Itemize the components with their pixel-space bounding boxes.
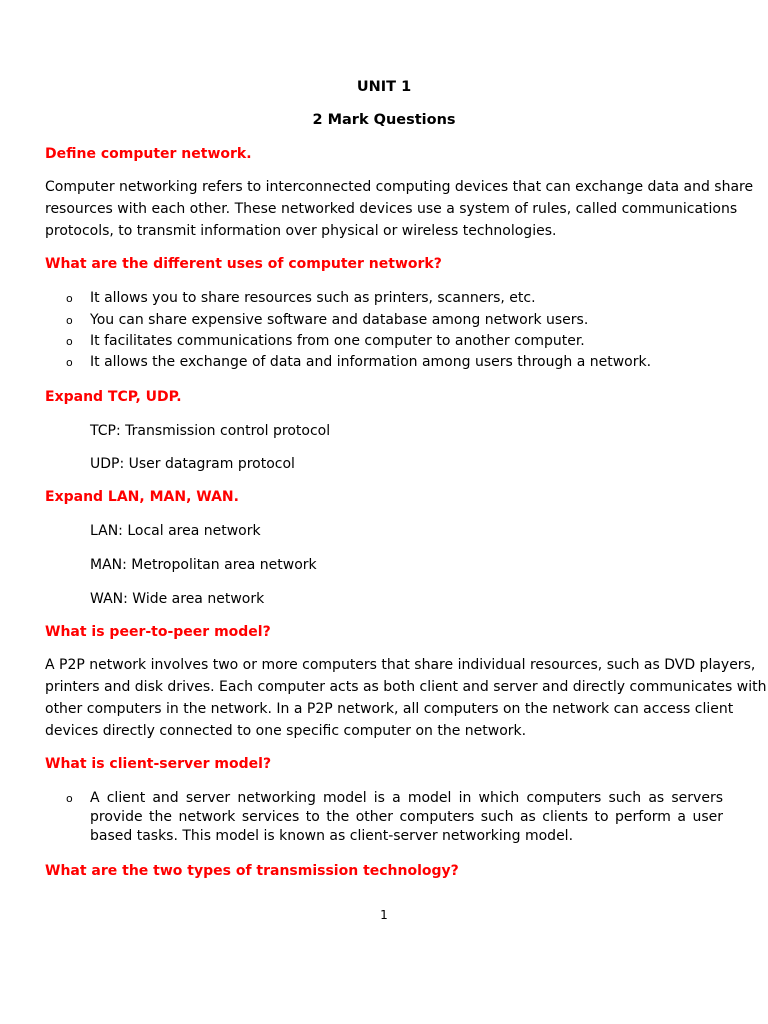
definition-man: MAN: Metropolitan area network [90, 557, 317, 573]
bullet-marker: o [66, 792, 73, 805]
answer-line: protocols, to transmit information over physical or wireless technologies. [45, 223, 557, 239]
bullet-marker: o [66, 314, 73, 327]
bullet-marker: o [66, 335, 73, 348]
answer-line: other computers in the network. In a P2P network, all computers on the network can access client [45, 701, 734, 717]
answer-line: resources with each other. These networked devices use a system of rules, called communications [45, 201, 738, 217]
list-item: It facilitates communications from one computer to another computer. [90, 333, 585, 349]
answer-line: devices directly connected to one specific computer on the network. [45, 723, 527, 739]
definition-udp: UDP: User datagram protocol [90, 456, 295, 472]
bullet-marker: o [66, 292, 73, 305]
answer-line: printers and disk drives. Each computer acts as both client and server and directly communicates with [45, 679, 767, 695]
answer-line: Computer networking refers to interconnected computing devices that can exchange data and share [45, 179, 754, 195]
unit-heading: UNIT 1 [356, 79, 412, 95]
question-expand-tcp-udp: Expand TCP, UDP. [45, 389, 182, 405]
question-peer-to-peer: What is peer-to-peer model? [45, 624, 271, 640]
question-expand-lan-man-wan: Expand LAN, MAN, WAN. [45, 489, 239, 505]
definition-wan: WAN: Wide area network [90, 591, 265, 607]
list-item: It allows you to share resources such as printers, scanners, etc. [90, 290, 536, 306]
question-transmission-technology: What are the two types of transmission technology? [45, 863, 459, 879]
list-item: You can share expensive software and database among network users. [90, 312, 589, 328]
list-item: It allows the exchange of data and information among users through a network. [90, 354, 652, 370]
bullet-marker: o [66, 356, 73, 369]
definition-lan: LAN: Local area network [90, 523, 261, 539]
answer-line: A P2P network involves two or more computers that share individual resources, such as DVD players, [45, 657, 756, 673]
list-item: A client and server networking model is a model in which computers such as servers provide the network services to the other computers such as clients to perform a user based tasks. This model is known as client-server networking model. [90, 790, 723, 844]
definition-tcp: TCP: Transmission control protocol [90, 423, 331, 439]
question-network-uses: What are the different uses of computer network? [45, 256, 442, 272]
question-define-network: Define computer network. [45, 146, 252, 162]
subtitle-heading: 2 Mark Questions [312, 112, 456, 128]
page-number: 1 [380, 908, 388, 922]
question-client-server: What is client-server model? [45, 756, 272, 772]
